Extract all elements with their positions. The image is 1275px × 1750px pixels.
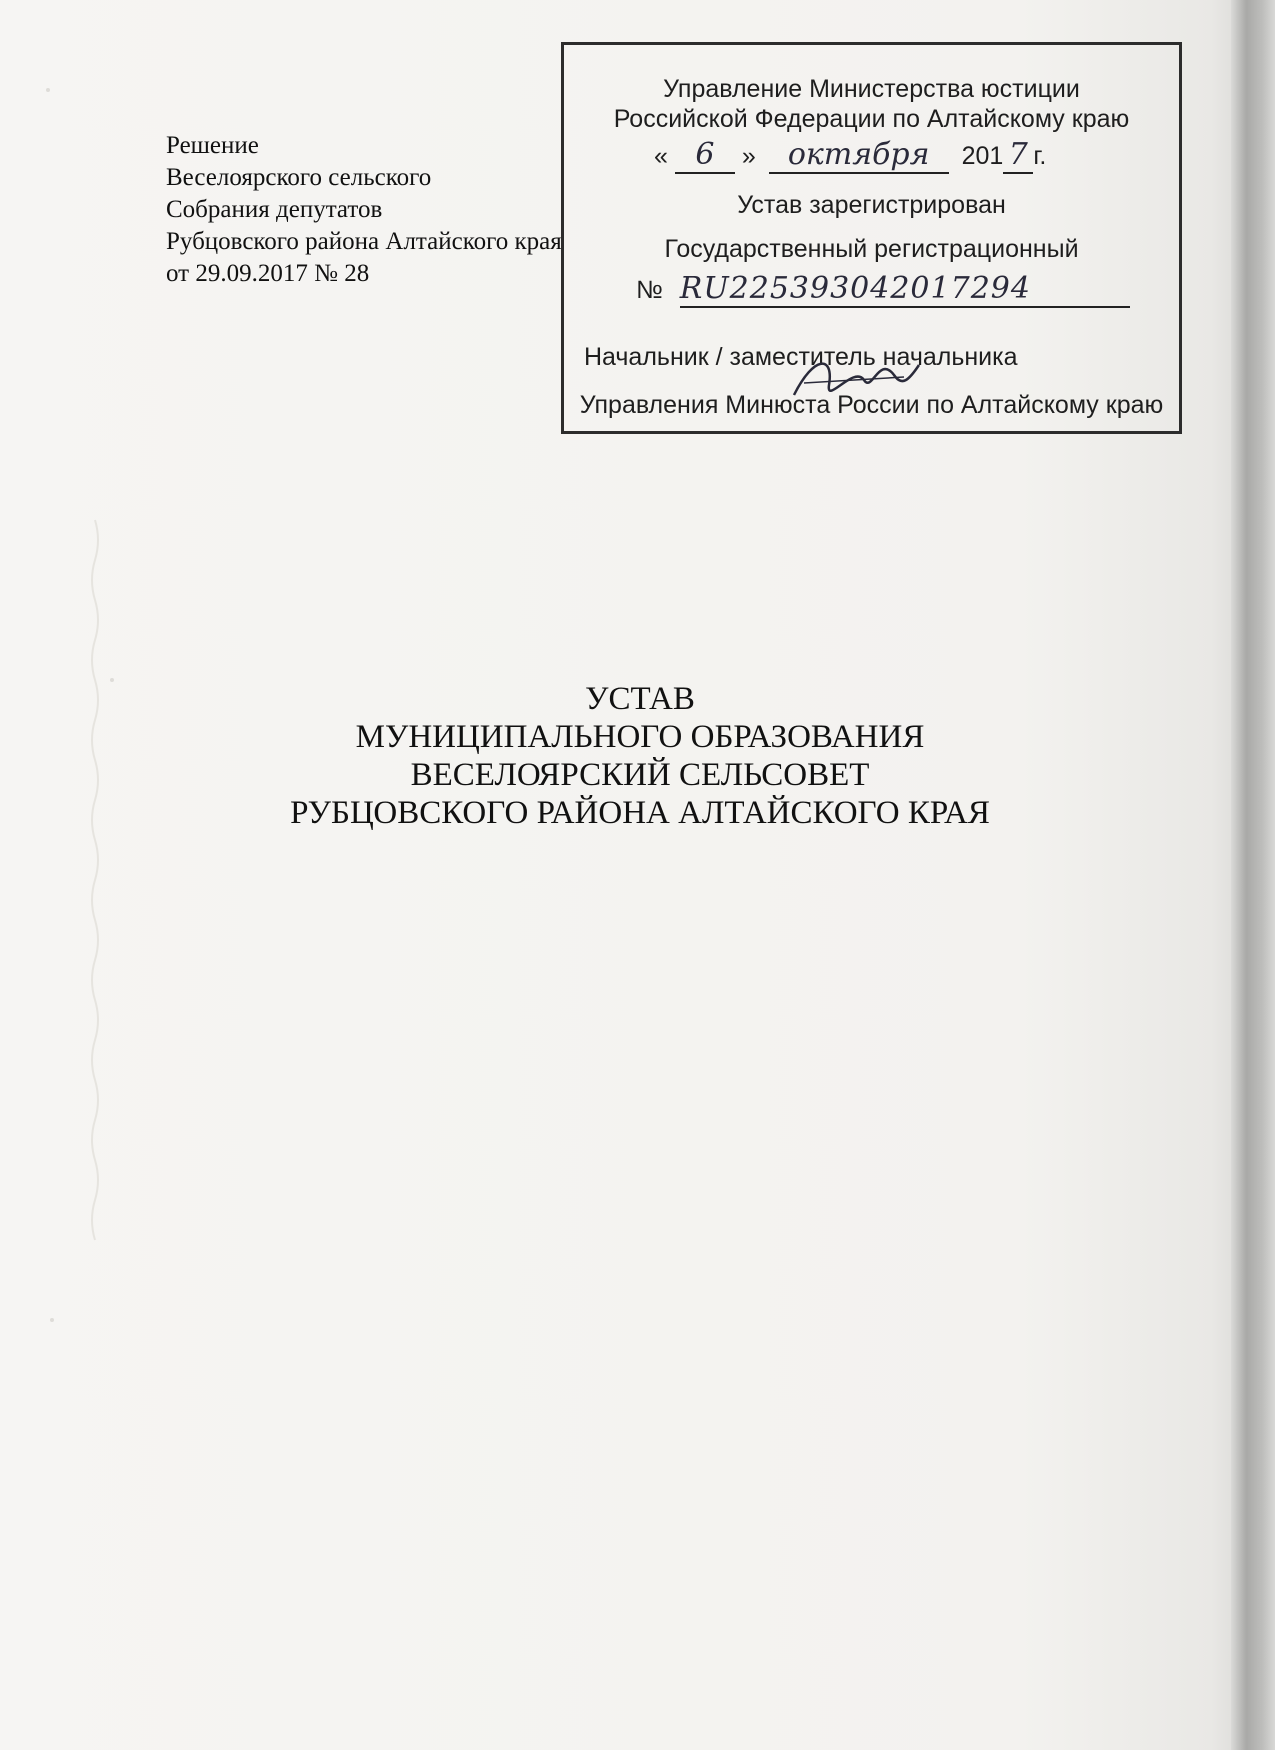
- page-edge-shadow: [1231, 0, 1275, 1750]
- stamp-date: « 6 » октября 201 7 г.: [654, 137, 1047, 172]
- stamp-reg-number-row: № RU225393042017294: [636, 271, 1130, 308]
- decision-title: Решение: [166, 132, 259, 159]
- decision-header: [166, 130, 562, 290]
- stamp-reg-number: RU225393042017294: [680, 271, 1130, 308]
- stamp-position: Начальник / заместитель начальника: [584, 343, 1018, 371]
- stamp-authority-region: Российской Федерации по Алтайскому краю: [613, 105, 1130, 133]
- stamp-registered: Устав зарегистрирован: [737, 191, 1006, 219]
- decision-region: Рубцовского района Алтайского края: [166, 228, 562, 255]
- stamp-day: 6: [675, 137, 735, 174]
- decision-date-number: от 29.09.2017 № 28: [166, 260, 370, 287]
- charter-title-line3: ВЕСЕЛОЯРСКИЙ СЕЛЬСОВЕТ: [410, 757, 870, 793]
- charter-title-line1: УСТАВ: [585, 681, 695, 717]
- binding-stitches: [0, 0, 120, 1750]
- registration-stamp: [561, 42, 1182, 434]
- stamp-reg-label: Государственный регистрационный: [664, 235, 1079, 263]
- stamp-authority: Управление Министерства юстиции: [663, 75, 1080, 103]
- charter-title: [250, 680, 1030, 832]
- decision-body: Собрания депутатов: [166, 196, 383, 223]
- stamp-month: октября: [769, 137, 949, 174]
- stamp-department: Управления Минюста России по Алтайскому краю: [579, 391, 1164, 419]
- stamp-year-digit: 7: [1003, 137, 1033, 174]
- decision-issuer: Веселоярского сельского: [166, 164, 432, 191]
- charter-title-line2: МУНИЦИПАЛЬНОГО ОБРАЗОВАНИЯ: [355, 719, 925, 755]
- charter-title-line4: РУБЦОВСКОГО РАЙОНА АЛТАЙСКОГО КРАЯ: [290, 795, 990, 831]
